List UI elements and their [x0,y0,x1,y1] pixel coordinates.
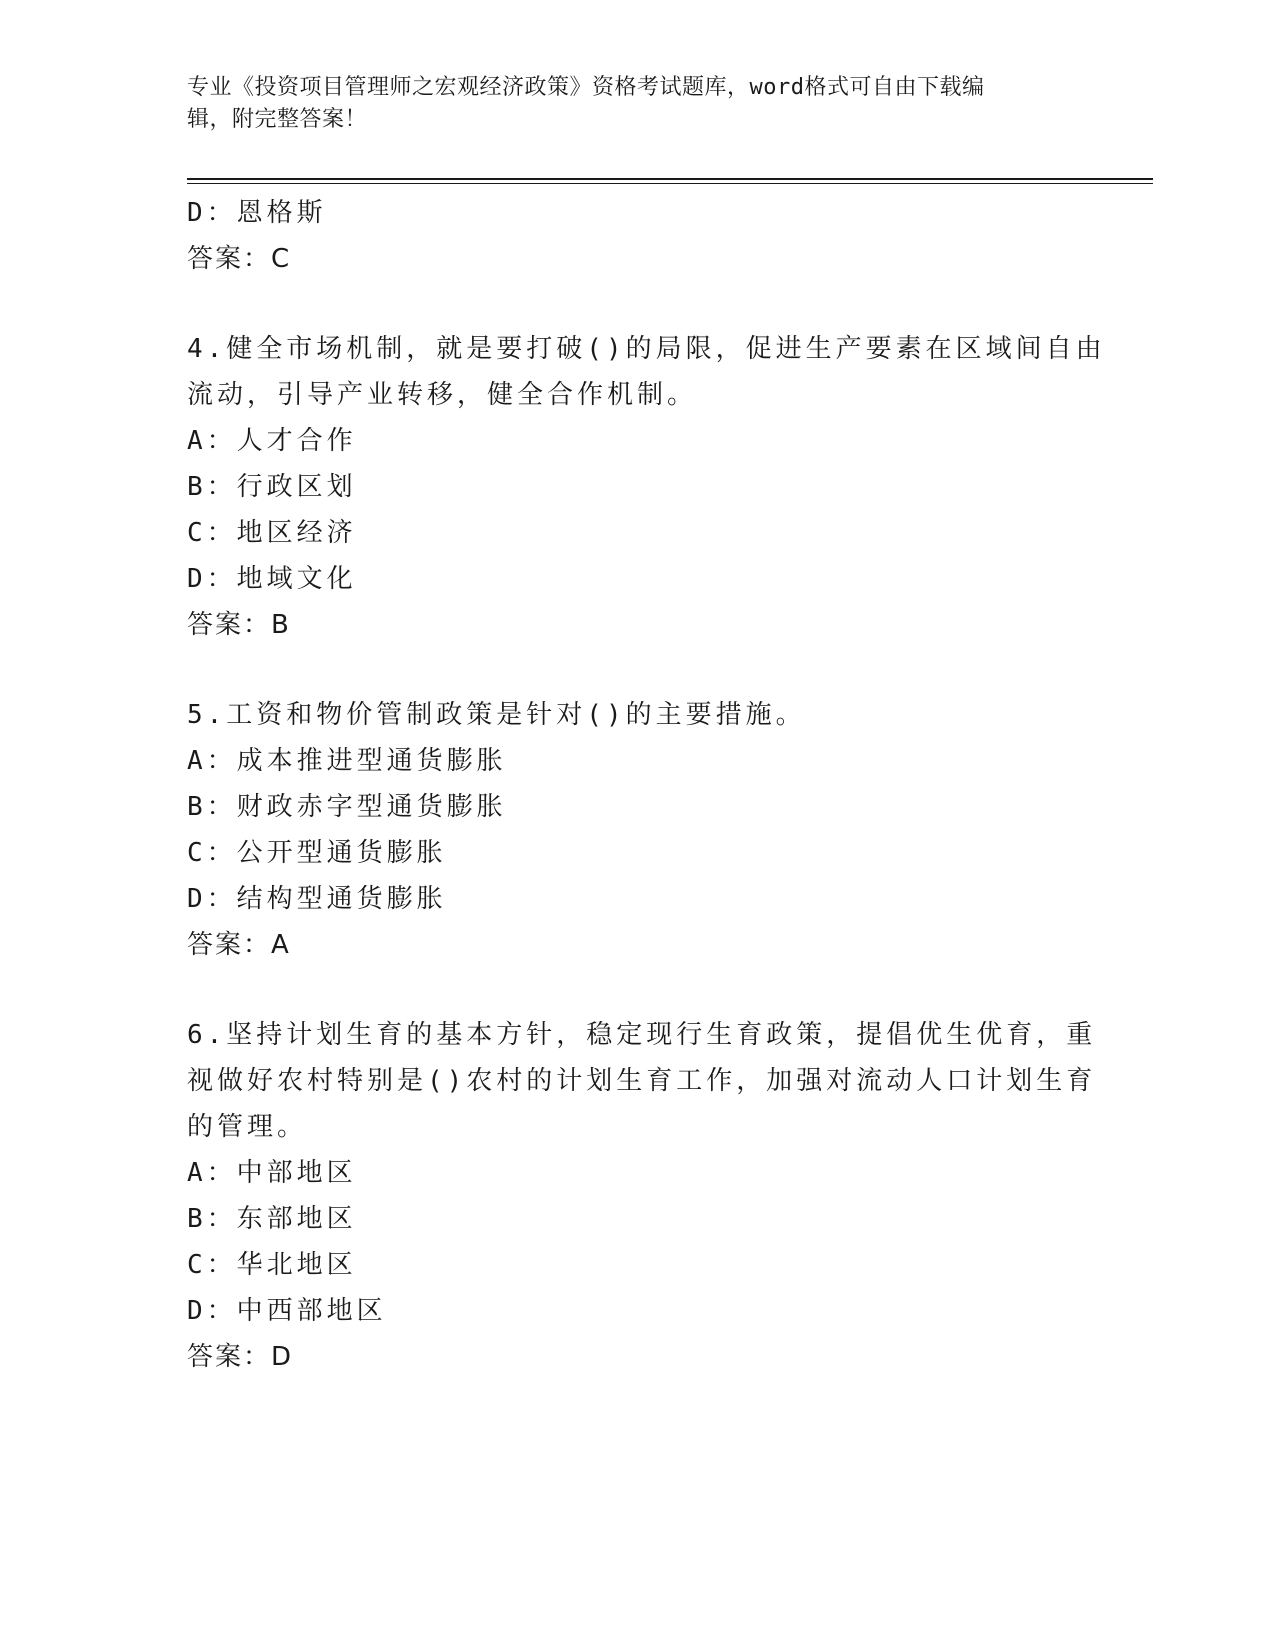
question-text: 视做好农村特别是()农村的计划生育工作，加强对流动人口计划生育 [187,1066,1097,1096]
header-line-1: 专业《投资项目管理师之宏观经济政策》资格考试题库，word格式可自由下载编 [187,75,985,100]
option-c: C：地区经济 [187,518,357,548]
question-5 [187,692,1067,968]
option-a: A：人才合作 [187,426,357,456]
option-d: D：恩格斯 [187,198,327,228]
question-4 [187,326,1106,648]
option-d: D：结构型通货膨胀 [187,884,447,914]
option-c: C：华北地区 [187,1250,357,1280]
option-d: D：中西部地区 [187,1296,387,1326]
option-b: B：行政区划 [187,472,357,502]
question-text: 流动，引导产业转移，健全合作机制。 [187,380,698,410]
question-text: 5.工资和物价管制政策是针对()的主要措施。 [187,700,806,730]
question-text: 6.坚持计划生育的基本方针，稳定现行生育政策，提倡优生优育，重 [187,1020,1097,1050]
question-text: 4.健全市场机制，就是要打破()的局限，促进生产要素在区域间自由 [187,334,1106,364]
option-b: B：东部地区 [187,1204,357,1234]
answer-line: 答案：D [187,1342,294,1372]
document-header [187,72,1067,136]
header-divider-thin [187,183,1153,184]
option-a: A：成本推进型通货膨胀 [187,746,507,776]
header-divider-thick [187,178,1153,180]
question-6 [187,1012,1097,1380]
question-content [187,190,1106,1380]
previous-question-tail [187,190,1067,282]
answer-line: 答案：C [187,244,292,274]
option-d: D：地域文化 [187,564,357,594]
question-text: 的管理。 [187,1112,308,1142]
header-line-2: 辑，附完整答案！ [187,107,368,132]
option-a: A：中部地区 [187,1158,357,1188]
answer-line: 答案：B [187,610,291,640]
answer-line: 答案：A [187,930,291,960]
option-c: C：公开型通货膨胀 [187,838,447,868]
option-b: B：财政赤字型通货膨胀 [187,792,507,822]
